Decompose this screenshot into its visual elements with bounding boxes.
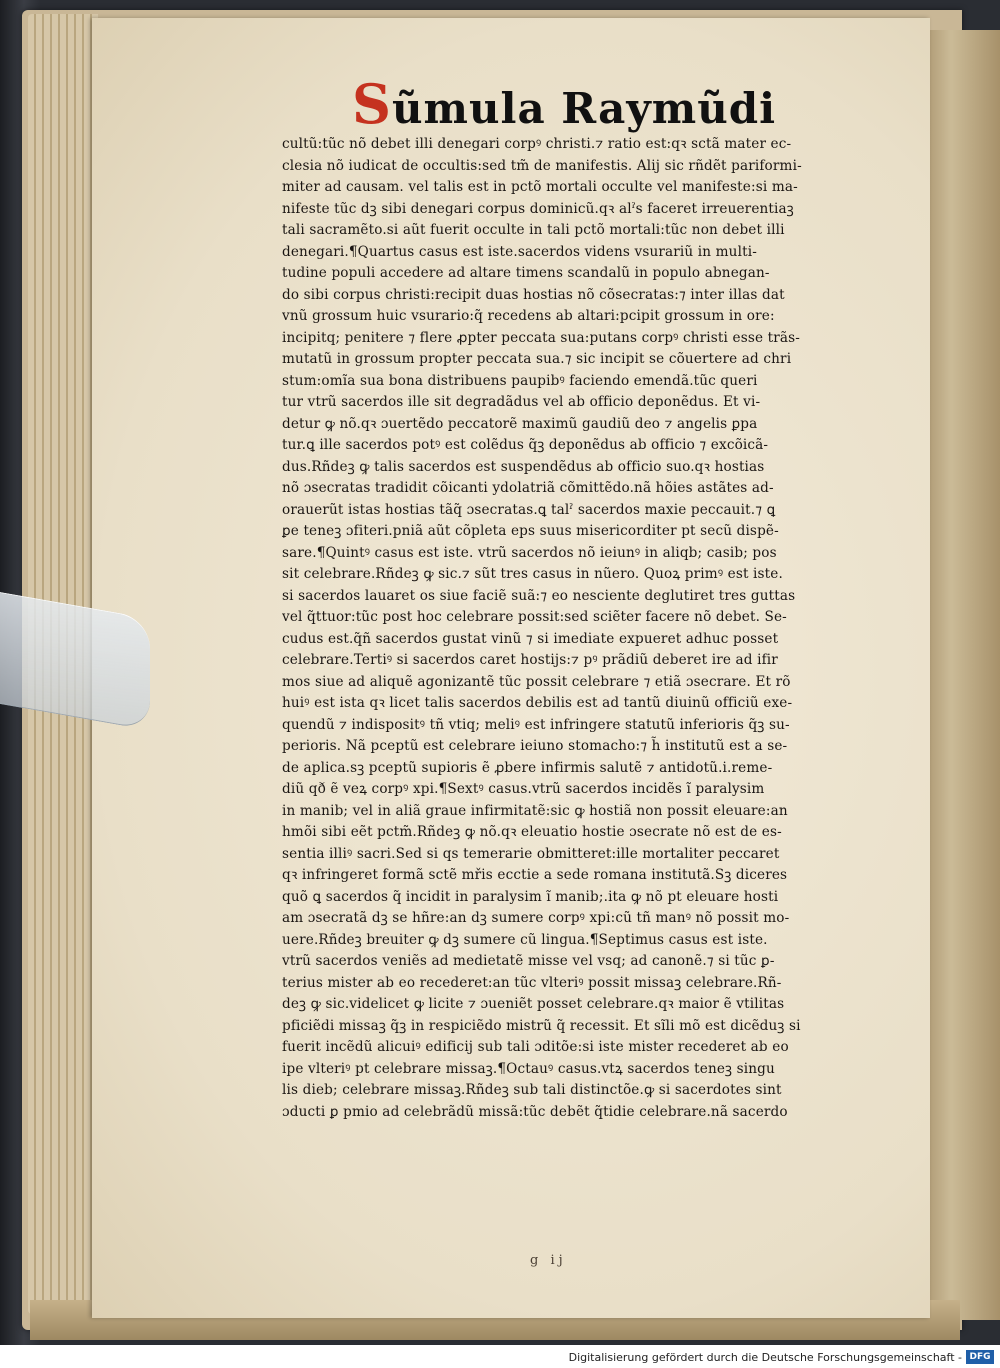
rubricated-initial: S bbox=[352, 72, 392, 136]
text-line: dus.Rñdeꝫ ꝙ talis sacerdos est suspendẽdus ab officio suo.qꝛ hostias bbox=[282, 458, 765, 475]
text-line: si sacerdos lauaret os siue faciẽ suã:⁊ eo nesciente deglutiret tres guttas bbox=[282, 587, 796, 604]
text-line: am ɔsecratã dꝫ se hñre:an dꝫ sumere corpꝰ xpi:cũ tñ manꝰ nõ possit mo- bbox=[282, 910, 790, 926]
text-line: terius mister ab eo recederet:an tũc vlteriꝰ possit missaꝫ celebrare.Rñ- bbox=[282, 974, 782, 991]
dfg-logo: DFG bbox=[966, 1350, 994, 1364]
text-line: miter ad causam. vel talis est in pctõ mortali occulte vel manifeste:si ma- bbox=[282, 179, 798, 195]
text-line: nifeste tũc dꝫ sibi denegari corpus dominicũ.qꝛ alˀs faceret irreuerentiaꝫ bbox=[282, 200, 794, 217]
text-line: ꝑe teneꝫ ɔfiteri.pniã aũt cõpleta eps suus misericorditer pt secũ dispẽ- bbox=[282, 523, 779, 539]
text-line: lis dieb; celebrare missaꝫ.Rñdeꝫ sub tali distinctõe.ꝙ si sacerdotes sint bbox=[282, 1082, 782, 1098]
text-line: nõ ɔsecratas tradidit cõicanti ydolatriã cõmittẽdo.nã hõies astãtes ad- bbox=[282, 480, 774, 496]
text-line: do sibi corpus christi:recipit duas hostias nõ cõsecratas:⁊ inter illas dat bbox=[282, 286, 785, 303]
text-line: mos siue ad aliquẽ agonizantẽ tũc possit celebrare ⁊ etiã ɔsecrare. Et rõ bbox=[282, 673, 791, 690]
text-line: stum:omĩa sua bona distribuens paupibꝰ faciendo emendã.tũc queri bbox=[282, 372, 758, 389]
text-line: ipe vlteriꝰ pt celebrare missaꝫ.¶Octauꝰ casus.vtꝝ sacerdos teneꝫ singu bbox=[282, 1060, 775, 1077]
text-line: tudine populi accedere ad altare timens scandalũ in populo abnegan- bbox=[282, 265, 770, 281]
text-line: detur ꝙ nõ.qꝛ ɔuertẽdo peccatorẽ maximũ gaudiũ deo ⁊ angelis ꝑpa bbox=[282, 415, 758, 432]
text-line: orauerũt istas hostias tãq̃ ɔsecratas.ꝗ talˀ sacerdos maxie peccauit.⁊ ꝗ bbox=[282, 501, 776, 518]
text-line: sare.¶Quintꝰ casus est iste. vtrũ sacerdos nõ ieiunꝰ in aliqb; casib; pos bbox=[282, 544, 777, 561]
footer-credit: Digitalisierung gefördert durch die Deutsche Forschungsgemeinschaft - bbox=[568, 1351, 962, 1364]
text-line: vtrũ sacerdos veniẽs ad medietatẽ misse vel vsq; ad canonẽ.⁊ si tũc ꝑ- bbox=[282, 953, 775, 969]
text-line: quõ ꝗ sacerdos q̃ incidit in paralysim ĩ manib;.ita ꝙ nõ pt eleuare hosti bbox=[282, 888, 779, 905]
text-line: incipitq; penitere ⁊ flere ꝓpter peccata sua:putans corpꝰ christi esse trãs- bbox=[282, 329, 801, 346]
text-line: tali sacramẽto.si aũt fuerit occulte in tali pctõ mortali:tũc non debet illi bbox=[282, 222, 785, 238]
text-line: celebrare.Tertiꝰ si sacerdos caret hostijs:⁊ pꝰ prãdiũ deberet ire ad ifir bbox=[282, 652, 778, 668]
text-line: qꝛ infringeret formã sctẽ mřis ecctie a sede romana institutã.Sꝫ diceres bbox=[282, 867, 788, 883]
text-line: cultũ:tũc nõ debet illi denegari corpꝰ christi.⁊ ratio est:qꝛ sctã mater ec- bbox=[282, 136, 792, 152]
text-line: diũ qð ẽ veꝝ corpꝰ xpi.¶Sextꝰ casus.vtrũ sacerdos incidẽs ĩ paralysim bbox=[282, 781, 765, 797]
text-line: huiꝰ est ista qꝛ licet talis sacerdos debilis est ad tantũ diuinũ officiũ exe- bbox=[282, 695, 793, 711]
text-line: tur.ꝗ ille sacerdos potꝰ est colẽdus q̃ꝫ deponẽdus ab officio ⁊ excõicã- bbox=[282, 437, 769, 453]
text-line: denegari.¶Quartus casus est iste.sacerdos videns vsurariũ in multi- bbox=[282, 243, 757, 260]
text-line: pficiẽdi missaꝫ q̃ꝫ in respiciẽdo mistrũ q̃ recessit. Et sĩli mõ est dicẽduꝫ si bbox=[282, 1017, 801, 1034]
text-line: ɔducti ꝑ pmio ad celebrãdũ missã:tũc debẽt q̃tidie celebrare.nã sacerdo bbox=[282, 1103, 788, 1120]
text-block bbox=[282, 134, 882, 1120]
text-line: uere.Rñdeꝫ breuiter ꝙ dꝫ sumere cũ lingua.¶Septimus casus est iste. bbox=[282, 931, 768, 948]
running-head bbox=[352, 72, 777, 136]
text-line: clesia nõ iudicat de occultis:sed tm̃ de manifestis. Alij sic rñdẽt pariformi- bbox=[282, 157, 802, 174]
text-line: hmõi sibi eẽt pctm̃.Rñdeꝫ ꝙ nõ.qꝛ eleuatio hostie ɔsecrate nõ est de es- bbox=[282, 824, 782, 840]
binding-spine-right bbox=[930, 30, 1000, 1320]
text-line: in manib; vel in aliã graue infirmitatẽ:sic ꝙ hostiã non possit eleuare:an bbox=[282, 802, 788, 819]
text-line: sentia illiꝰ sacri.Sed si qs temerarie obmitteret:ille mortaliter peccaret bbox=[282, 845, 780, 862]
text-line: de aplica.sꝫ pceptũ supioris ẽ ꝓbere infirmis salutẽ ⁊ antidotũ.i.reme- bbox=[282, 759, 773, 776]
text-line: fuerit incẽdũ alicuiꝰ edificij sub tali ɔditõe:si iste mister recederet ab eo bbox=[282, 1039, 789, 1055]
text-line: tur vtrũ sacerdos ille sit degradãdus vel ab officio deponẽdus. Et vi- bbox=[282, 394, 761, 410]
text-line: vel q̃ttuor:tũc post hoc celebrare possit:sed sciẽter facere nõ debet. Se- bbox=[282, 609, 787, 625]
text-line: cudus est.q̃ñ sacerdos gustat vinũ ⁊ si imediate expueret adhuc posset bbox=[282, 630, 779, 647]
text-line: sit celebrare.Rñdeꝫ ꝙ sic.⁊ sũt tres casus in nũero. Quoꝝ primꝰ est iste. bbox=[282, 566, 783, 582]
text-line: deꝫ ꝙ sic.videlicet ꝙ licite ⁊ ɔueniẽt posset celebrare.qꝛ maior ẽ vtilitas bbox=[282, 996, 785, 1012]
text-line: perioris. Nã pceptũ est celebrare ieiuno stomacho:⁊ h̃ institutũ est a se- bbox=[282, 738, 788, 754]
text-line: quendũ ⁊ indispositꝰ tñ vtiq; meliꝰ est infringere statutũ inferioris q̃ꝫ su- bbox=[282, 716, 790, 733]
running-head-text: ũmula Raymũdi bbox=[392, 84, 777, 133]
signature-mark: g ij bbox=[530, 1253, 567, 1268]
text-line: mutatũ in grossum propter peccata sua.⁊ sic incipit se cõuertere ad chri bbox=[282, 351, 792, 367]
text-line: vnũ grossum huic vsurario:q̃ recedens ab altari:pcipit grossum in ore: bbox=[282, 308, 775, 324]
